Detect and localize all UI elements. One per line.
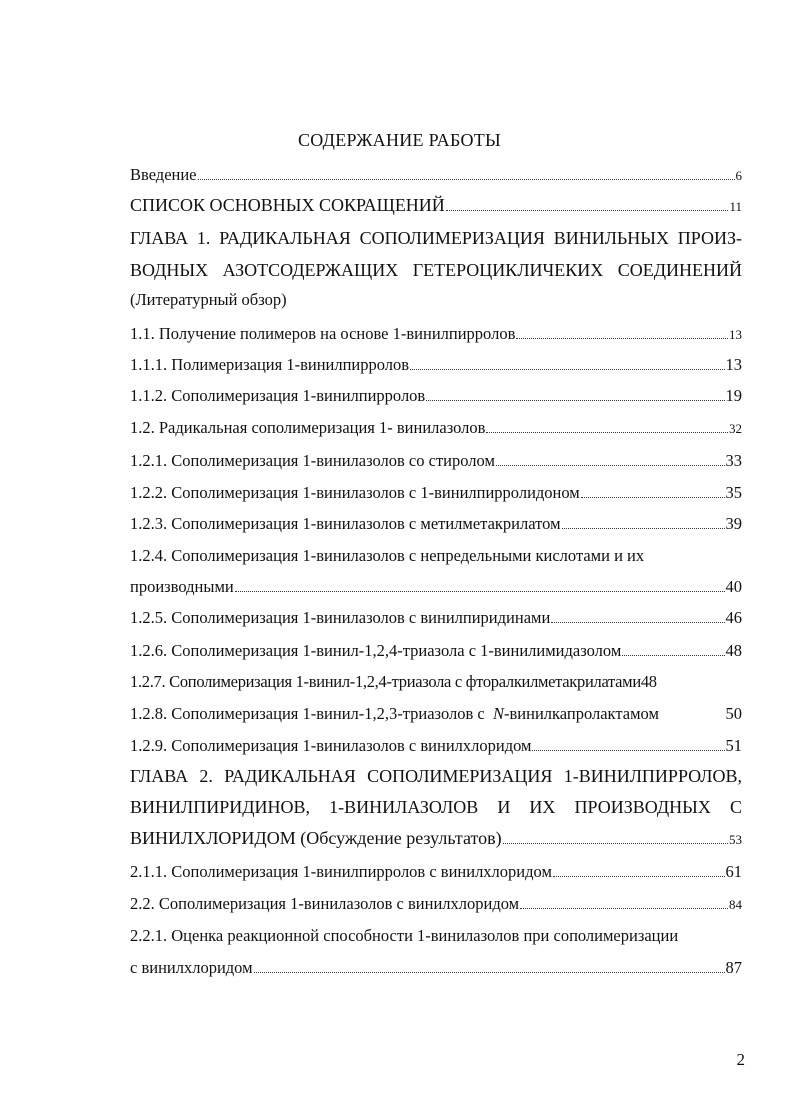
toc-page: 35 bbox=[725, 483, 742, 502]
toc-page: 13 bbox=[725, 355, 742, 374]
toc-page: 13 bbox=[729, 327, 742, 342]
dot-leader bbox=[235, 591, 725, 592]
toc-label: 1.2.3. Сополимеризация 1-винилазолов с метилметакрилатом bbox=[130, 514, 561, 533]
page-title: СОДЕРЖАНИЕ РАБОТЫ bbox=[297, 130, 502, 150]
toc-label: 1.2. Радикальная сополимеризация 1- винилазолов bbox=[130, 418, 486, 437]
toc-entry-1-2-7[interactable] bbox=[130, 672, 742, 692]
toc-page: 61 bbox=[725, 862, 742, 881]
toc-entry-1-2-8[interactable] bbox=[130, 704, 742, 724]
toc-entry-abbreviations[interactable] bbox=[130, 195, 742, 216]
toc-entry-1-2-5[interactable] bbox=[130, 608, 742, 628]
dot-leader bbox=[622, 655, 724, 656]
toc-entry-introduction[interactable] bbox=[130, 165, 742, 185]
chapter-1-heading-line-2: ВОДНЫХ АЗОТСОДЕРЖАЩИХ ГЕТЕРОЦИКЛИЧЕКИХ СОЕДИНЕНИЙ bbox=[130, 260, 742, 280]
toc-entry-2-2[interactable] bbox=[130, 894, 742, 914]
toc-label: 1.1.2. Сополимеризация 1-винилпирролов bbox=[130, 386, 426, 405]
toc-label: 1.2.1. Сополимеризация 1-винилазолов со стиролом bbox=[130, 451, 495, 470]
toc-label: 2.1.1. Сополимеризация 1-винилпирролов с винилхлоридом bbox=[130, 862, 552, 881]
dot-leader bbox=[410, 369, 724, 370]
toc-label-italic: N bbox=[492, 704, 504, 723]
chapter-2-heading-line-1: ГЛАВА 2. РАДИКАЛЬНАЯ СОПОЛИМЕРИЗАЦИЯ 1-ВИНИЛПИРРОЛОВ, bbox=[130, 766, 742, 786]
toc-page: 48 bbox=[640, 672, 657, 691]
dot-leader bbox=[553, 876, 725, 877]
dot-leader bbox=[486, 432, 728, 433]
toc-page: 48 bbox=[725, 641, 742, 660]
toc-entry-1-1-1[interactable] bbox=[130, 355, 742, 375]
toc-page: 40 bbox=[725, 577, 742, 596]
toc-label: производными bbox=[130, 577, 234, 596]
toc-page: 39 bbox=[725, 514, 742, 533]
toc-label: 2.2. Сополимеризация 1-винилазолов с винилхлоридом bbox=[130, 894, 520, 913]
toc-label bbox=[130, 704, 659, 724]
dot-leader bbox=[532, 750, 724, 751]
toc-page: 51 bbox=[725, 736, 742, 755]
toc-label: 1.2.2. Сополимеризация 1-винилазолов с 1-винилпирролидоном bbox=[130, 483, 580, 502]
toc-label: 1.1.1. Полимеризация 1-винилпирролов bbox=[130, 355, 410, 374]
dot-leader bbox=[520, 908, 728, 909]
chapter-2-heading-line-2: ВИНИЛПИРИДИНОВ, 1-ВИНИЛАЗОЛОВ И ИХ ПРОИЗВОДНЫХ С bbox=[130, 797, 742, 817]
toc-entry-2-1-1[interactable] bbox=[130, 862, 742, 882]
toc-label: СПИСОК ОСНОВНЫХ СОКРАЩЕНИЙ bbox=[130, 195, 445, 215]
toc-page: 50 bbox=[725, 704, 742, 723]
toc-label-post: -винилкапролактамом bbox=[504, 704, 659, 723]
toc-entry-1-1[interactable] bbox=[130, 324, 742, 344]
page-number: 2 bbox=[736, 1050, 745, 1069]
toc-entry-1-2-2[interactable] bbox=[130, 483, 742, 503]
toc-label: 1.2.5. Сополимеризация 1-винилазолов с винилпиридинами bbox=[130, 608, 551, 627]
toc-entry-1-2-4-line-1: 1.2.4. Сополимеризация 1-винилазолов с непредельными кислотами и их bbox=[130, 546, 645, 565]
toc-entry-2-2-1-line-1: 2.2.1. Оценка реакционной способности 1-винилазолов при сополимеризации bbox=[130, 926, 679, 945]
dot-leader bbox=[503, 843, 728, 844]
toc-entry-1-2-4[interactable] bbox=[130, 577, 742, 597]
toc-page: 33 bbox=[725, 451, 742, 470]
toc-label: 1.2.9. Сополимеризация 1-винилазолов с винилхлоридом bbox=[130, 736, 532, 755]
toc-page: 53 bbox=[729, 832, 742, 847]
toc-entry-1-2[interactable] bbox=[130, 418, 742, 438]
toc-page: 6 bbox=[735, 168, 742, 183]
toc-page: 87 bbox=[725, 958, 742, 977]
toc-label: Введение bbox=[130, 165, 197, 184]
dot-leader bbox=[496, 465, 725, 466]
toc-entry-chapter-2[interactable] bbox=[130, 828, 742, 849]
toc-label: ВИНИЛХЛОРИДОМ (Обсуждение результатов) bbox=[130, 828, 502, 848]
toc-entry-1-2-9[interactable] bbox=[130, 736, 742, 756]
dot-leader bbox=[516, 338, 728, 339]
toc-page: 46 bbox=[725, 608, 742, 627]
toc-label: с винилхлоридом bbox=[130, 958, 253, 977]
toc-entry-1-2-6[interactable] bbox=[130, 641, 742, 661]
toc-label-pre: 1.2.8. Сополимеризация 1-винил-1,2,3-триазолов с bbox=[130, 704, 493, 723]
dot-leader bbox=[581, 497, 725, 498]
dot-leader bbox=[254, 972, 725, 973]
toc-page: 84 bbox=[729, 897, 742, 912]
dot-leader bbox=[426, 400, 724, 401]
toc-page: 19 bbox=[725, 386, 742, 405]
dot-leader bbox=[446, 210, 729, 211]
toc-entry-1-2-1[interactable] bbox=[130, 451, 742, 471]
toc-entry-2-2-1[interactable] bbox=[130, 958, 742, 978]
chapter-1-heading-line-1: ГЛАВА 1. РАДИКАЛЬНАЯ СОПОЛИМЕРИЗАЦИЯ ВИНИЛЬНЫХ ПРОИЗ- bbox=[130, 228, 742, 248]
toc-entry-1-1-2[interactable] bbox=[130, 386, 742, 406]
toc-label: 1.1. Получение полимеров на основе 1-винилпирролов bbox=[130, 324, 516, 343]
dot-leader bbox=[198, 179, 735, 180]
toc-label: 1.2.7. Сополимеризация 1-винил-1,2,4-триазола с фторалкилметакрилатами bbox=[130, 672, 641, 691]
dot-leader bbox=[562, 528, 725, 529]
toc-page: 32 bbox=[729, 421, 742, 436]
toc-page: 11 bbox=[729, 199, 742, 214]
toc-label: 1.2.6. Сополимеризация 1-винил-1,2,4-триазола с 1-винилимидазолом bbox=[130, 641, 622, 660]
toc-entry-1-2-3[interactable] bbox=[130, 514, 742, 534]
dot-leader bbox=[551, 622, 724, 623]
chapter-1-heading-line-3: (Литературный обзор) bbox=[130, 290, 287, 309]
